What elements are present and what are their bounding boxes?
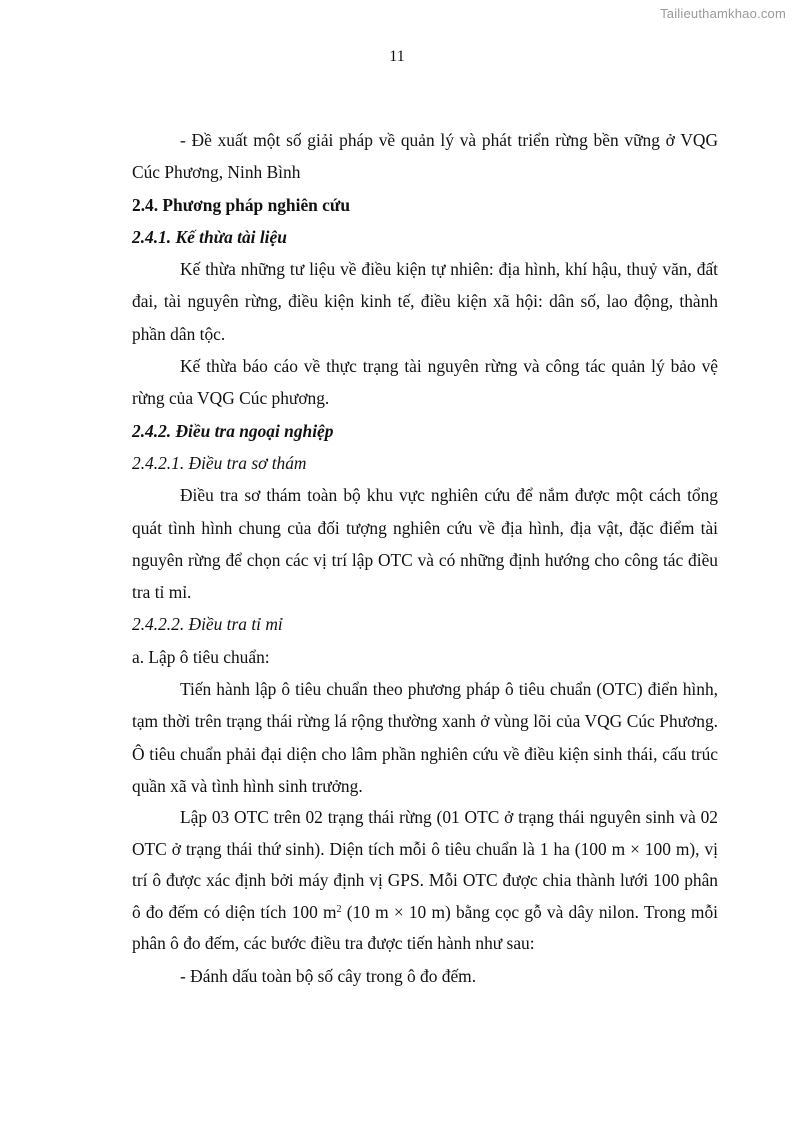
- paragraph-tien-hanh: Tiến hành lập ô tiêu chuẩn theo phương pháp ô tiêu chuẩn (OTC) điển hình, tạm thời trên trạng thái rừng lá rộng thường xanh ở vùng lõi của VQG Cúc Phương. Ô tiêu chuẩn phải đại diện cho lâm phần nghiên cứu về điều kiện sinh thái, cấu trúc quần xã và tình hình sinh trưởng.: [132, 679, 718, 796]
- page-number: 11: [389, 48, 405, 65]
- watermark: Tailieuthamkhao.com: [660, 6, 786, 21]
- paragraph-lap-otc-label: a. Lập ô tiêu chuẩn:: [132, 646, 270, 667]
- paragraph-intro: - Đề xuất một số giải pháp về quản lý và phát triển rừng bền vững ở VQG Cúc Phương, Ninh Bình: [132, 130, 718, 183]
- paragraph-lap-03-part-b: (10 m × 10 m) bằng cọc gỗ và dây nilon. Trong mỗi phân ô đo đếm, các bước điều tra được tiến hành như sau:: [132, 901, 718, 954]
- superscript-2: 2: [336, 903, 342, 915]
- paragraph-lap-03-part-a: Lập 03 OTC trên 02 trạng thái rừng (01 OTC ở trạng thái nguyên sinh và 02 OTC ở trạng thái thứ sinh). Diện tích mỗi ô tiêu chuẩn là 1 ha (100 m × 100 m), vị trí ô được xác định bởi máy định vị GPS. Mỗi OTC được chia thành lưới 100 phân ô đo đếm có diện tích 100 m: [132, 807, 718, 922]
- paragraph-danh-dau: - Đánh dấu toàn bộ số cây trong ô đo đếm.: [180, 965, 477, 986]
- paragraph-ke-thua-2: Kế thừa báo cáo về thực trạng tài nguyên rừng và công tác quản lý bảo vệ rừng của VQG Cúc phương.: [132, 356, 718, 409]
- paragraph-ke-thua-1: Kế thừa những tư liệu về điều kiện tự nhiên: địa hình, khí hậu, thuỷ văn, đất đai, tài nguyên rừng, điều kiện kinh tế, điều kiện xã hội: dân số, lao động, thành phần dân tộc.: [132, 259, 718, 344]
- heading-2-4-2: 2.4.2. Điều tra ngoại nghiệp: [132, 420, 334, 441]
- heading-2-4-1: 2.4.1. Kế thừa tài liệu: [132, 226, 287, 247]
- paragraph-lap-03-otc: [132, 802, 718, 960]
- heading-2-4: 2.4. Phương pháp nghiên cứu: [132, 194, 351, 215]
- document-body: [132, 124, 718, 992]
- heading-2-4-2-1: 2.4.2.1. Điều tra sơ thám: [132, 452, 307, 473]
- heading-2-4-2-2: 2.4.2.2. Điều tra tỉ mỉ: [132, 614, 283, 635]
- paragraph-so-tham: Điều tra sơ thám toàn bộ khu vực nghiên cứu để nắm được một cách tổng quát tình hình chung của đối tượng nghiên cứu về địa hình, địa vật, đặc điểm tài nguyên rừng để chọn các vị trí lập OTC và có những định hướng cho công tác điều tra tỉ mỉ.: [132, 485, 718, 603]
